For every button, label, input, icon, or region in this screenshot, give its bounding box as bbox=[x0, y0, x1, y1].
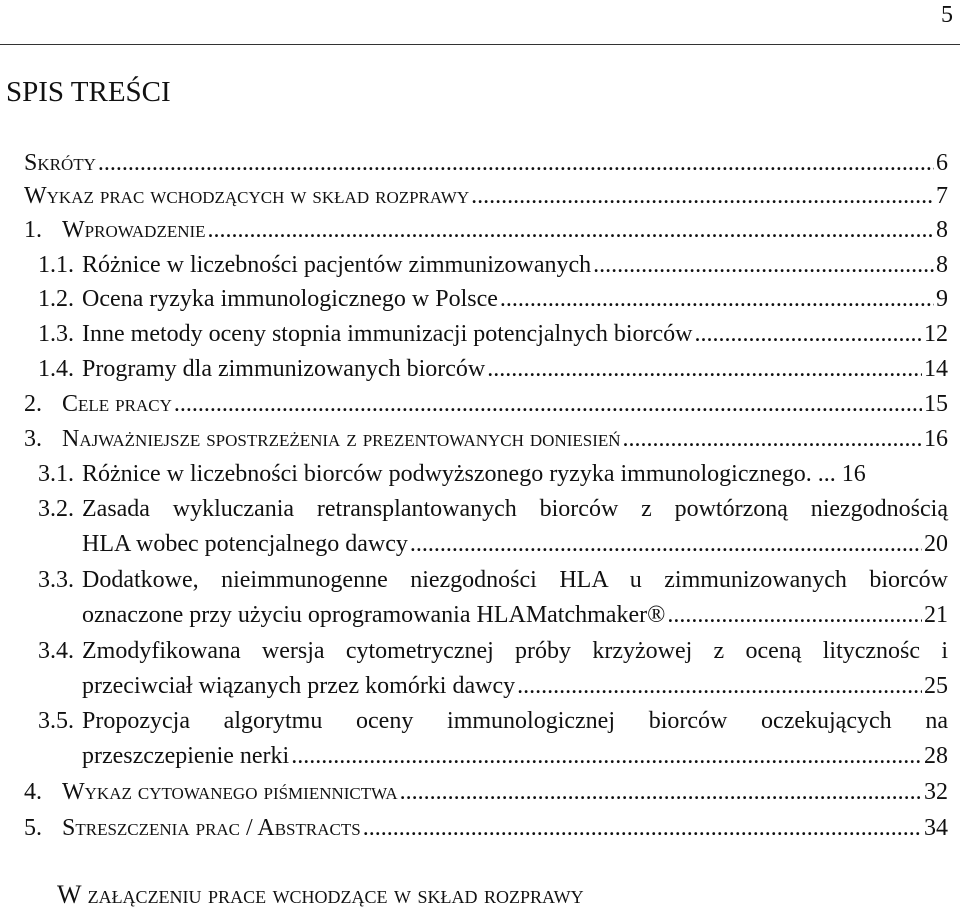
toc-entry-number: 5. bbox=[24, 815, 42, 841]
toc-entry-title: Wykaz prac wchodzących w skład rozprawy bbox=[24, 183, 470, 209]
toc-entry bbox=[38, 286, 948, 313]
toc-entry bbox=[24, 217, 948, 244]
toc-entry-continuation bbox=[82, 531, 948, 558]
toc-entry-title: Zmodyfikowana wersja cytometrycznej próby krzyżowej z oceną litycznośc i bbox=[82, 638, 948, 664]
toc-entry-continuation bbox=[82, 602, 948, 629]
toc-leader-dots bbox=[98, 150, 934, 177]
toc-entry-page: 9 bbox=[936, 286, 948, 312]
toc-entry-title: oznaczone przy użyciu oprogramowania HLAMatchmaker® bbox=[82, 602, 666, 628]
toc-entry bbox=[38, 356, 948, 383]
toc-entry-page: 8 bbox=[936, 252, 948, 278]
toc-entry-page: 21 bbox=[924, 602, 948, 628]
toc-entry-title: Skróty bbox=[24, 150, 96, 176]
toc-entry-number: 3.4. bbox=[38, 638, 74, 664]
toc-entry-number: 1.1. bbox=[38, 252, 74, 278]
toc-leader-dots bbox=[471, 183, 934, 210]
toc-leader-dots bbox=[363, 815, 922, 842]
toc-entry-title: Programy dla zimmunizowanych biorców bbox=[82, 356, 486, 382]
toc-entry bbox=[38, 252, 948, 279]
toc-leader-dots bbox=[517, 673, 922, 700]
toc-entry-number: 3.3. bbox=[38, 567, 74, 593]
toc-entry-title: Różnice w liczebności biorców podwyższonego ryzyka immunologicznego. bbox=[82, 461, 812, 487]
toc-leader-dots bbox=[410, 531, 922, 558]
toc-entry-title: Streszczenia prac / Abstracts bbox=[62, 815, 361, 841]
toc-entry-title: Dodatkowe, nieimmunogenne niezgodności HLA u zimmunizowanych biorców bbox=[82, 567, 948, 593]
toc-entry-number: 1.4. bbox=[38, 356, 74, 382]
toc-entry-page: 15 bbox=[924, 391, 948, 417]
toc-entry-title: przeciwciał wiązanych przez komórki dawcy bbox=[82, 673, 516, 699]
toc-entry bbox=[38, 567, 948, 594]
toc-entry-title: Wprowadzenie bbox=[62, 217, 206, 243]
toc-entry-page: 6 bbox=[936, 150, 948, 176]
toc-entry-title: Propozycja algorytmu oceny immunologicznej biorców oczekujących na bbox=[82, 708, 948, 734]
toc-leader-dots bbox=[487, 356, 922, 383]
toc-entry-page: 16 bbox=[924, 426, 948, 452]
toc-entry-title: HLA wobec potencjalnego dawcy bbox=[82, 531, 408, 557]
toc-entry-number: 4. bbox=[24, 779, 42, 805]
toc-entry bbox=[24, 779, 948, 806]
toc-entry bbox=[38, 321, 948, 348]
toc-entry bbox=[24, 815, 948, 842]
toc-heading: SPIS TREŚCI bbox=[6, 76, 171, 108]
toc-entry-number: 3.2. bbox=[38, 496, 74, 522]
toc-entry bbox=[24, 426, 948, 453]
toc-entry-title: Różnice w liczebności pacjentów zimmunizowanych bbox=[82, 252, 592, 278]
toc-entry-page: 7 bbox=[936, 183, 948, 209]
toc-entry-continuation bbox=[82, 743, 948, 770]
toc-entry-page: 32 bbox=[924, 779, 948, 805]
toc-leader-dots bbox=[623, 426, 922, 453]
toc-entry-number: 1. bbox=[24, 217, 42, 243]
toc-entry-number: 3. bbox=[24, 426, 42, 452]
toc-entry-title: Ocena ryzyka immunologicznego w Polsce bbox=[82, 286, 498, 312]
appendix-heading: W załączeniu prace wchodzące w skład rozprawy bbox=[57, 880, 584, 909]
toc-entry-page: 14 bbox=[924, 356, 948, 382]
toc-entry-number: 1.3. bbox=[38, 321, 74, 347]
toc-entry-page: 16 bbox=[841, 461, 866, 487]
toc-entry bbox=[38, 496, 948, 523]
toc-entry-page: 25 bbox=[924, 673, 948, 699]
toc-leader-dots bbox=[291, 743, 922, 770]
toc-entry bbox=[38, 708, 948, 735]
toc-entry-continuation bbox=[82, 673, 948, 700]
toc-entry-title: przeszczepienie nerki bbox=[82, 743, 290, 769]
toc-entry-title: Wykaz cytowanego piśmiennictwa bbox=[62, 779, 398, 805]
toc-entry-title: Inne metody oceny stopnia immunizacji potencjalnych biorców bbox=[82, 321, 693, 347]
page-number: 5 bbox=[941, 2, 953, 28]
toc-entry bbox=[38, 638, 948, 665]
toc-leader-dots bbox=[174, 391, 922, 418]
toc-entry-title: Cele pracy bbox=[62, 391, 172, 417]
toc-leader-dots: ... bbox=[817, 461, 836, 487]
toc-entry-number: 3.1. bbox=[38, 461, 74, 487]
toc-entry-title: Najważniejsze spostrzeżenia z prezentowanych doniesień bbox=[62, 426, 621, 452]
toc-leader-dots bbox=[500, 286, 934, 313]
toc-entry-number: 1.2. bbox=[38, 286, 74, 312]
toc-entry bbox=[24, 183, 948, 210]
toc-entry-page: 28 bbox=[924, 743, 948, 769]
toc-leader-dots bbox=[400, 779, 922, 806]
toc-leader-dots bbox=[695, 321, 923, 348]
toc-entry bbox=[24, 150, 948, 177]
toc-entry-number: 2. bbox=[24, 391, 42, 417]
toc-leader-dots bbox=[593, 252, 934, 279]
header-rule bbox=[0, 44, 960, 45]
toc-entry-page: 12 bbox=[924, 321, 948, 347]
toc-entry-number: 3.5. bbox=[38, 708, 74, 734]
toc-entry-page: 20 bbox=[924, 531, 948, 557]
toc-entry-page: 34 bbox=[924, 815, 948, 841]
toc-leader-dots bbox=[667, 602, 922, 629]
toc-entry-title: Zasada wykluczania retransplantowanych biorców z powtórzoną niezgodnością bbox=[82, 496, 948, 522]
toc-leader-dots bbox=[208, 217, 934, 244]
toc-entry-page: 8 bbox=[936, 217, 948, 243]
toc-entry bbox=[24, 391, 948, 418]
toc-entry bbox=[38, 461, 948, 488]
